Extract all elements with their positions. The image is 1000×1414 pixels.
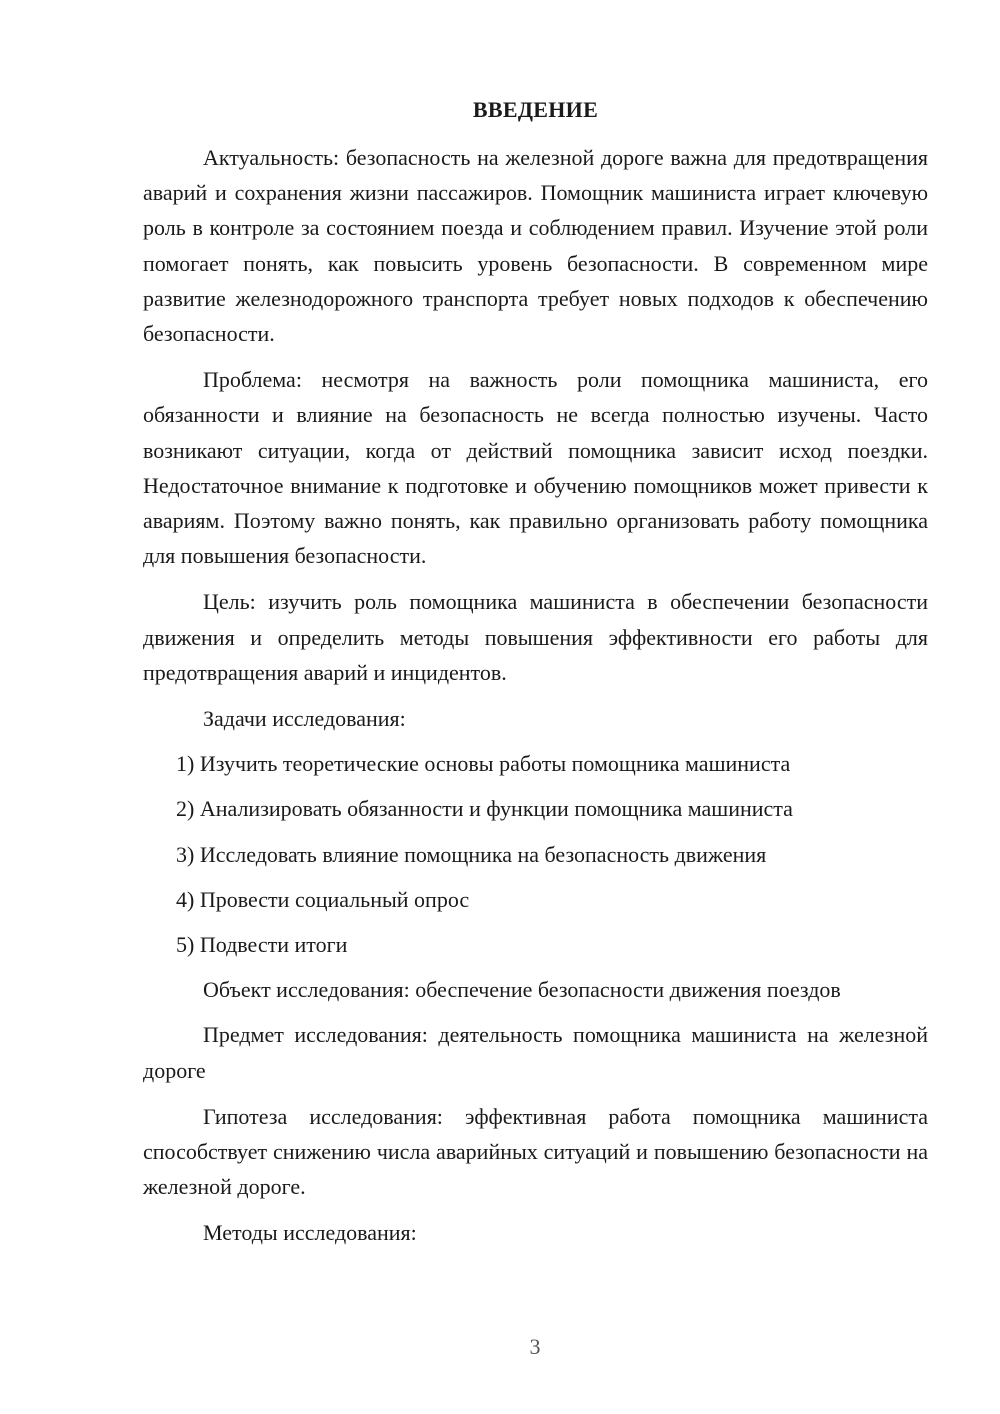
document-body [143,140,928,1261]
list-item: 2) Анализировать обязанности и функции помощника машиниста [176,796,793,822]
paragraph-problem: Проблема: несмотря на важность роли помощника машиниста, его обязанности и влияние на безопасность не всегда полностью изучены. Часто возникают ситуации, когда от действий помощника зависит исход поездки. Недостаточное внимание к подготовке и обучению помощников может привести к авариям. Поэтому важно понять, как правильно организовать работу помощника для повышения безопасности. [143,367,928,569]
tasks-list [143,746,928,962]
paragraph-subject: Предмет исследования: деятельность помощника машиниста на железной дороге [143,1022,928,1083]
tasks-heading: Задачи исследования: [203,706,406,732]
list-item: 3) Исследовать влияние помощника на безопасность движения [176,841,767,867]
paragraph-object: Объект исследования: обеспечение безопасности движения поездов [203,977,841,1003]
list-item: 1) Изучить теоретические основы работы помощника машиниста [176,751,791,777]
page-title: ВВЕДЕНИЕ [472,97,599,122]
list-item: 4) Провести социальный опрос [176,886,470,912]
paragraph-relevance: Актуальность: безопасность на железной дороге важна для предотвращения аварий и сохранения жизни пассажиров. Помощник машиниста играет ключевую роль в контроле за состоянием поезда и соблюдением правил. Изучение этой роли помогает понять, как повысить уровень безопасности. В современном мире развитие железнодорожного транспорта требует новых подходов к обеспечению безопасности. [143,145,928,347]
paragraph-goal: Цель: изучить роль помощника машиниста в обеспечении безопасности движения и определить методы повышения эффективности его работы для предотвращения аварий и инцидентов. [143,589,928,685]
paragraph-hypothesis: Гипотеза исследования: эффективная работа помощника машиниста способствует снижению числа аварийных ситуаций и повышению безопасности на железной дороге. [143,1103,928,1200]
list-item: 5) Подвести итоги [176,932,348,958]
methods-heading: Методы исследования: [203,1220,417,1246]
page-number: 3 [529,1334,541,1359]
